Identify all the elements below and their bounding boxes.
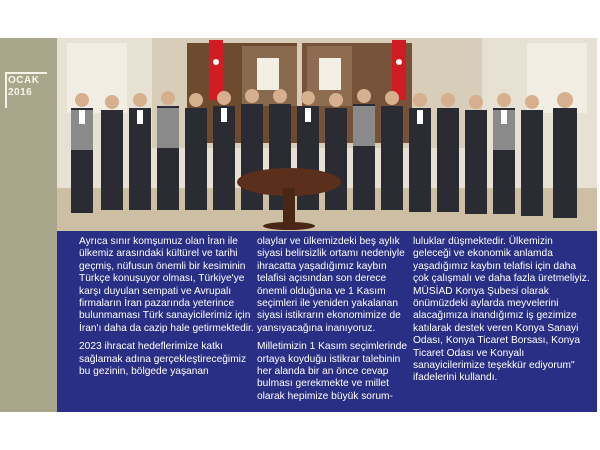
- paragraph: olaylar ve ülkemizdeki beş aylık siyasi belirsizlik ortamı nedeniyle ihracatta yaşadığımız kaybın telafisi açısından son derece önemli olduğuna ve 1 Kasım seçimleri ile yeniden yakalanan siyasi istikrarın ekonomimize de yansıyacağına inanıyoruz.: [257, 236, 405, 334]
- issue-date: OCAK 2016: [8, 75, 40, 98]
- article-text-panel: [57, 231, 597, 412]
- group-photo: [57, 38, 597, 231]
- paragraph: Ayrıca sınır komşumuz olan İran ile ülkemiz arasındaki kültürel ve tarihi geçmiş, nüfusun önemli bir kesiminin Türkçe konuşuyor olması, Türkiye'ye karşı duyulan sempati ve Avrupalı firmaların İran pazarında yeterince bulunmaması Türk sanayicilerimiz için İran'ı daha da cazip hale getirmektedir.: [79, 236, 254, 334]
- article-column-1: [79, 236, 259, 384]
- paragraph: Milletimizin 1 Kasım seçimlerinde ortaya koyduğu istikrar talebinin her alanda bir an önce cevap bulması gerekmekte ve millet olarak hepimize büyük sorum-: [257, 341, 408, 402]
- article-column-3: [413, 236, 593, 391]
- group-photo-image: [57, 38, 597, 231]
- date-sidebar: [0, 38, 57, 412]
- paragraph: luluklar düşmektedir. Ülkemizin geleceği ve ekonomik anlamda yaşadığımız kaybın telafisi için daha çok çalışmalı ve daha fazla üretmeliyiz. MÜSİAD Konya Şubesi olarak önümüzdeki aylarda meyvelerini alacağımıza inandığımız iş gezimize katılarak destek veren Konya Sanayi Odası, Konya Ticaret Borsası, Konya Ticaret Odası ve Konyalı sanayicilerimize teşekkür ediyorum" ifadelerini kullandı.: [413, 236, 590, 384]
- article-column-2: [257, 236, 412, 409]
- magazine-page: [0, 38, 600, 412]
- paragraph: 2023 ihracat hedeflerimize katkı sağlamak adına gerçekleştireceğimiz bu gezinin, bölgede yaşanan: [79, 341, 247, 378]
